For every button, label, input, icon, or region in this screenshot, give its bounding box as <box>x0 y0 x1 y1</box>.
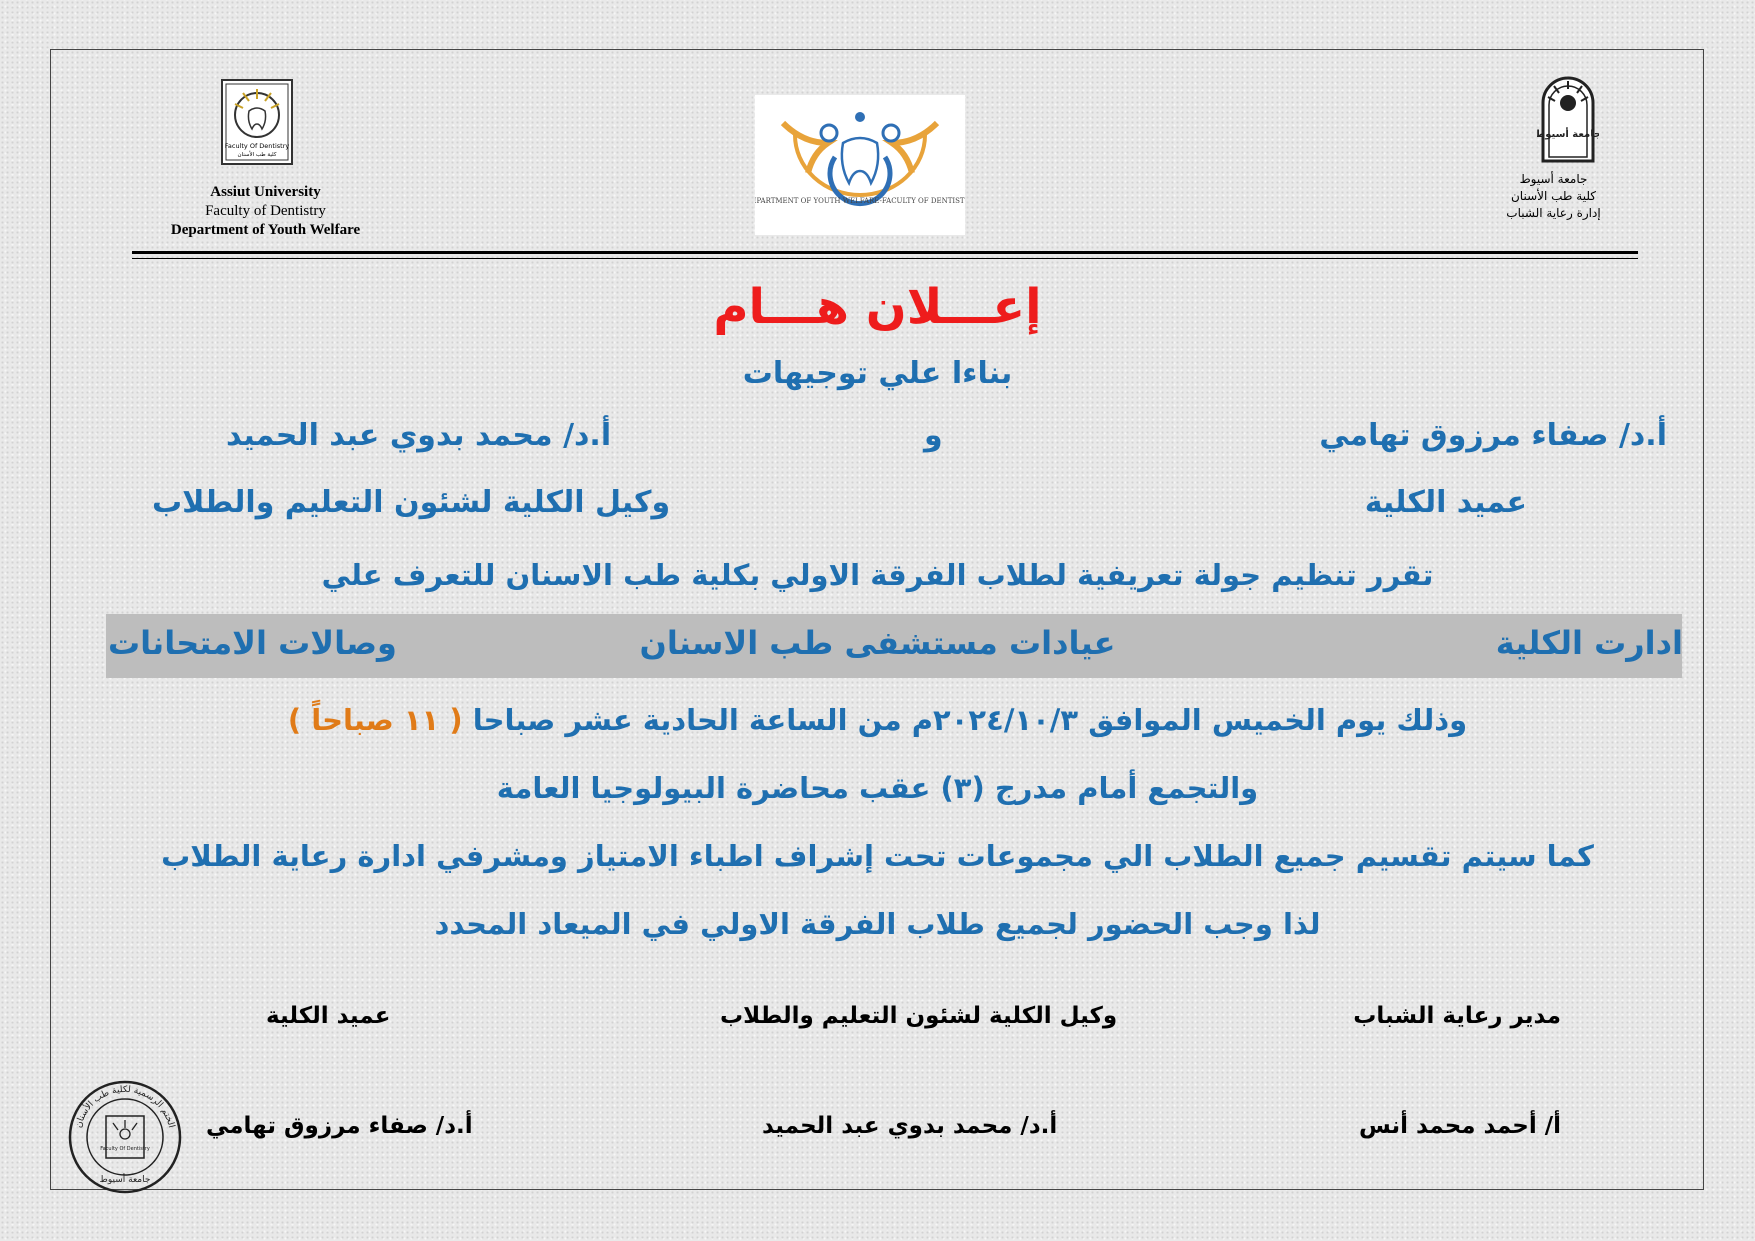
vice-dean-name: أ.د/ محمد بدوي عبد الحميد <box>226 418 612 453</box>
faculty-name-ar: كلية طب الأسنان <box>1510 189 1597 203</box>
decision-line: تقرر تنظيم جولة تعريفية لطلاب الفرقة الاولي بكلية طب الاسنان للتعرف علي <box>321 558 1434 592</box>
vice-dean-sign-title: وكيل الكلية لشئون التعليم والطلاب <box>720 1003 1118 1029</box>
dean-sign-title: عميد الكلية <box>266 1003 391 1029</box>
university-name-en: Assiut University <box>210 184 321 200</box>
announcement-title: إعـــلان هـــام <box>713 279 1042 335</box>
date-text: وذلك يوم الخميس الموافق ٢٠٢٤/١٠/٣م من الساعة الحادية عشر صباحا <box>472 703 1468 737</box>
youth-director-title: مدير رعاية الشباب <box>1353 1003 1561 1029</box>
faculty-logo <box>221 79 293 165</box>
department-name-ar: إدارة رعاية الشباب <box>1506 206 1601 220</box>
based-on-line: بناءا علي توجيهات <box>742 356 1013 391</box>
date-line <box>0 703 1755 737</box>
arabic-header <box>1496 171 1611 222</box>
vice-dean-title: وكيل الكلية لشئون التعليم والطلاب <box>152 485 671 520</box>
svg-text:جامعة أسيوط: جامعة أسيوط <box>1537 129 1599 140</box>
dean-title: عميد الكلية <box>1364 485 1527 520</box>
svg-text:Faculty Of Dentistry: Faculty Of Dentistry <box>224 142 290 150</box>
header-divider <box>132 251 1638 254</box>
conjunction: و <box>924 418 943 453</box>
svg-text:Faculty Of Dentistry: Faculty Of Dentistry <box>100 1146 150 1152</box>
official-stamp <box>66 1078 184 1196</box>
dean-name: أ.د/ صفاء مرزوق تهامي <box>1319 418 1667 453</box>
attendance-line: لذا وجب الحضور لجميع طلاب الفرقة الاولي في الميعاد المحدد <box>434 907 1321 941</box>
youth-director-name: أ/ أحمد محمد أنس <box>1358 1113 1561 1139</box>
time-note: ( ١١ صباحاً ) <box>287 703 463 737</box>
place-exam-halls: وصالات الامتحانات <box>108 624 397 662</box>
university-logo <box>1537 73 1599 163</box>
university-name-ar: جامعة أسيوط <box>1519 172 1588 186</box>
english-header <box>138 183 393 240</box>
header-divider-thin <box>132 258 1638 259</box>
svg-text:جامعة أسيوط: جامعة أسيوط <box>99 1175 151 1185</box>
svg-text:الختم الرسمية لكلية طب الأسنان: الختم الرسمية لكلية طب الأسنان <box>74 1084 176 1129</box>
groups-line: كما سيتم تقسيم جميع الطلاب الي مجموعات تحت إشراف اطباء الامتياز ومشرفي ادارة رعاية الطلاب <box>161 839 1594 873</box>
svg-text:كلية طب الأسنان: كلية طب الأسنان <box>237 152 277 158</box>
svg-text:DEPARTMENT OF YOUTH WELFARE-FA: DEPARTMENT OF YOUTH WELFARE-FACULTY OF DENTISTRY <box>755 197 965 205</box>
place-clinics: عيادات مستشفى طب الاسنان <box>639 624 1116 662</box>
department-name-en: Department of Youth Welfare <box>170 222 361 238</box>
faculty-name-en: Faculty of Dentistry <box>205 203 326 219</box>
place-administrations: ادارت الكلية <box>1495 624 1683 662</box>
vice-dean-sign-name: أ.د/ محمد بدوي عبد الحميد <box>762 1113 1058 1139</box>
meeting-line: والتجمع أمام مدرج (٣) عقب محاضرة البيولوجيا العامة <box>496 771 1259 805</box>
youth-welfare-logo <box>755 95 965 235</box>
dean-sign-name: أ.د/ صفاء مرزوق تهامي <box>206 1113 473 1139</box>
